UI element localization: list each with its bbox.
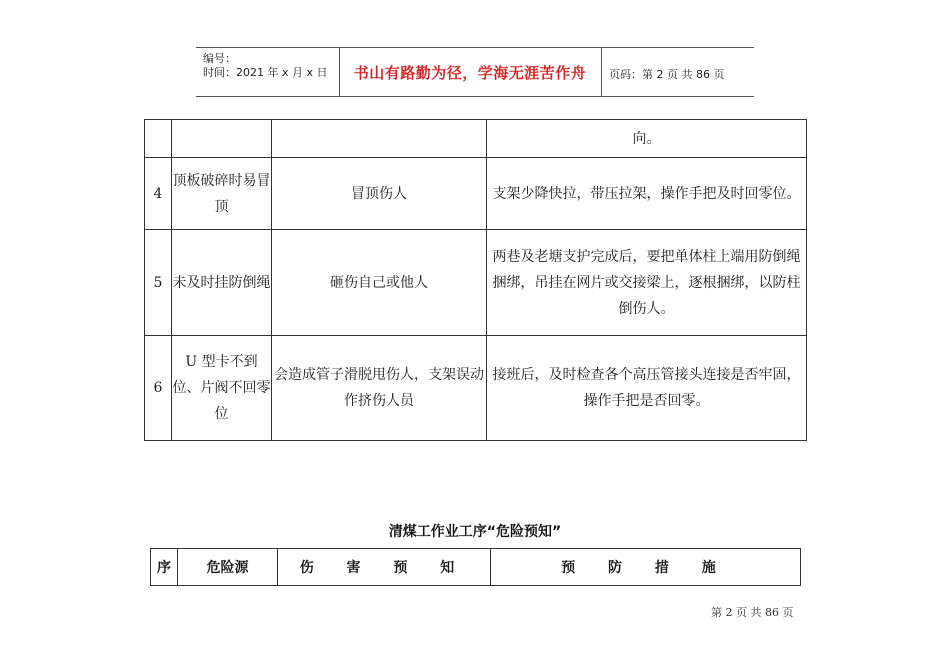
harm-prediction: 会造成管子滑脱甩伤人，支架误动作挤伤人员 <box>272 336 487 441</box>
header-number-label: 编号： <box>203 52 236 65</box>
header-motto: 书山有路勤为径，学海无涯苦作舟 <box>353 64 587 82</box>
prevention-measure: 向。 <box>487 120 807 158</box>
table-row <box>145 230 807 336</box>
hazard-source: 顶板破碎时易冒顶 <box>172 158 272 230</box>
hazard-source: 未及时挂防倒绳 <box>172 230 272 336</box>
hazard-source <box>172 120 272 158</box>
row-number: 6 <box>145 336 172 441</box>
row-number: 5 <box>145 230 172 336</box>
section-title: 清煤工作业工序“危险预知” <box>388 524 562 540</box>
harm-prediction: 冒顶伤人 <box>272 158 487 230</box>
header-divider-right <box>601 47 602 97</box>
prevention-measure: 两巷及老塘支护完成后，要把单体柱上端用防倒绳捆绑，吊挂在网片或交接梁上，逐根捆绑，以防柱倒伤人。 <box>487 230 807 336</box>
header-time-label: 时间：2021 年 x 月 x 日 <box>203 66 328 79</box>
col-header-harm: 伤 害 预 知 <box>278 549 491 586</box>
prevention-measure: 接班后，及时检查各个高压管接头连接是否牢固，操作手把是否回零。 <box>487 336 807 441</box>
hazard-header-table <box>150 548 801 586</box>
header-page-label: 页码：第 2 页 共 86 页 <box>609 68 725 81</box>
hazard-source: U 型卡不到位、片阀不回零位 <box>172 336 272 441</box>
header-top-rule <box>196 47 754 48</box>
harm-prediction: 砸伤自己或他人 <box>272 230 487 336</box>
table-row <box>145 120 807 158</box>
table-row <box>145 158 807 230</box>
prevention-measure: 支架少降快拉，带压拉架，操作手把及时回零位。 <box>487 158 807 230</box>
hazard-table <box>144 119 807 441</box>
col-header-source: 危险源 <box>178 549 278 586</box>
col-header-prevention: 预 防 措 施 <box>491 549 801 586</box>
col-header-index: 序 <box>151 549 178 586</box>
table-row <box>145 336 807 441</box>
page-footer: 第 2 页 共 86 页 <box>711 606 794 619</box>
harm-prediction <box>272 120 487 158</box>
row-number: 4 <box>145 158 172 230</box>
table-header-row <box>151 549 801 586</box>
header-bottom-rule <box>196 96 754 97</box>
row-number <box>145 120 172 158</box>
